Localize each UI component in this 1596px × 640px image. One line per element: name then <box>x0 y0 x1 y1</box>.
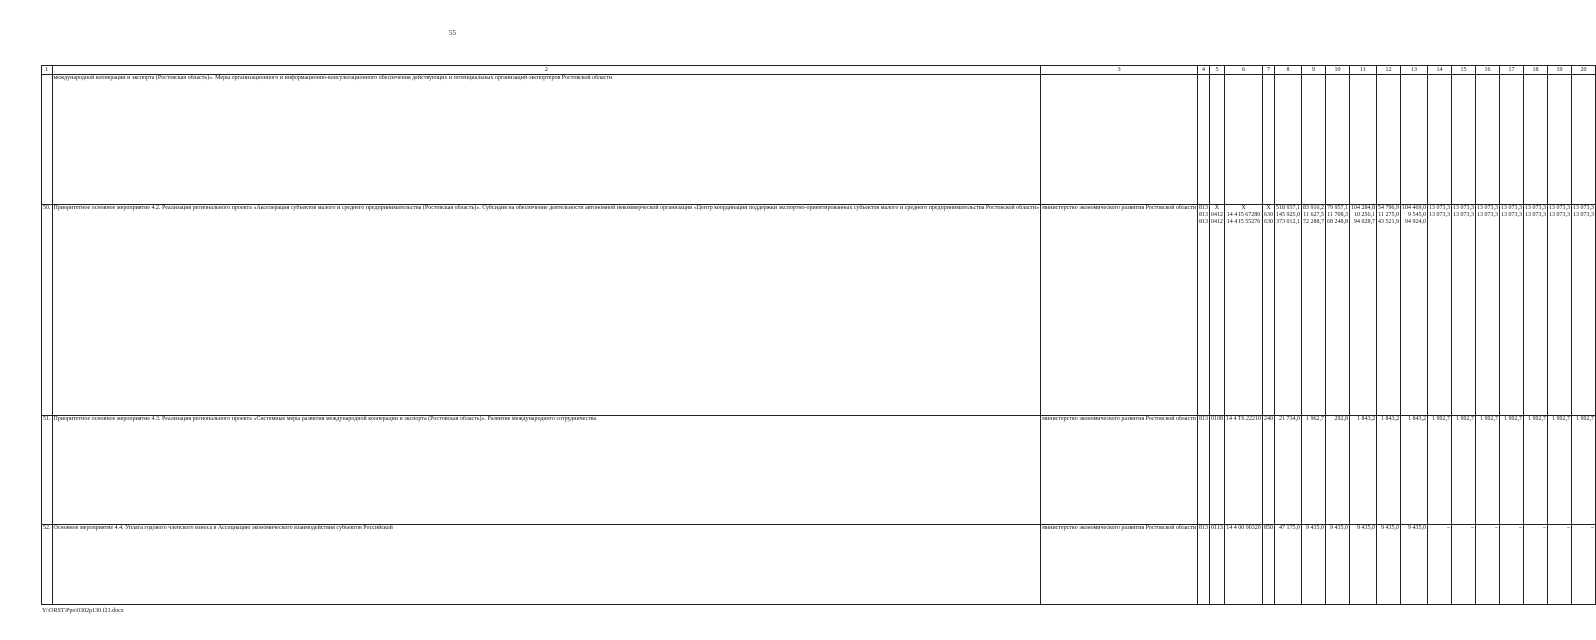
budget-line-value: 14 4 I5 55276 <box>1226 219 1261 226</box>
header-cell: 19 <box>1548 66 1572 75</box>
budget-line-value: 11 708,3 <box>1327 212 1349 219</box>
value-cell: – <box>1476 525 1500 605</box>
budget-line-value: 14 4 I5 67280 <box>1226 212 1261 219</box>
header-cell: 6 <box>1224 66 1262 75</box>
budget-line-value: 11 627,5 <box>1303 212 1325 219</box>
row-number: 51. <box>42 416 53 525</box>
activity-name: Приоритетное основное мероприятие 4.2. Реализация регионального проекта «Акселерация субъектов малого и среднего предпринимательства (Ростовская область)». Субсидия на обеспечение деятельности автономной некоммерческой организации «Центр координации поддержки экспортно-ориентированных субъектов малого и среднего предпринимательства Ростовской области» <box>52 205 1041 416</box>
value-cell: 9 435,0 <box>1302 525 1326 605</box>
budget-line-value: 813 <box>1198 212 1208 219</box>
budget-line-value: 13 073,3 <box>1549 205 1571 211</box>
budget-line-value <box>1477 219 1498 226</box>
table-row <box>42 416 1596 525</box>
header-cell: 7 <box>1263 66 1275 75</box>
value-cell: 9 435,0 <box>1326 525 1350 605</box>
budget-line-value: 79 957,1 <box>1327 205 1349 211</box>
budget-line-value: 68 248,8 <box>1327 219 1349 226</box>
executor: министерство экономического развития Ростовской области <box>1041 525 1198 605</box>
value-cell: 1 992,7 <box>1548 416 1572 525</box>
value-cell: 9 435,0 <box>1401 525 1428 605</box>
budget-line-value: 13 073,3 <box>1573 205 1595 211</box>
budget-line-value: X <box>1266 205 1271 211</box>
value-cell: – <box>1524 525 1548 605</box>
budget-line-value: 13 073,3 <box>1525 205 1547 211</box>
budget-line-value: 13 073,3 <box>1429 212 1451 219</box>
value-cell: 1 843,2 <box>1377 416 1401 525</box>
budget-line-value: 813 <box>1198 205 1208 211</box>
budget-line-value: 104 469,0 <box>1402 205 1427 211</box>
value-cell: 21 734,0 <box>1275 416 1302 525</box>
row-number: 52. <box>42 525 53 605</box>
budget-line-value <box>1549 219 1570 226</box>
table-row <box>42 205 1596 416</box>
value-cell: 1 992,7 <box>1572 416 1596 525</box>
header-cell: 8 <box>1275 66 1302 75</box>
value-cell <box>1428 205 1452 416</box>
value-cell: 9 435,0 <box>1350 525 1377 605</box>
value-cell <box>1350 205 1377 416</box>
activity-name: Основное мероприятие 4.4. Уплата годового членского взноса в Ассоциацию экономического взаимодействия субъектов Российской <box>52 525 1041 605</box>
budget-line-value: 13 073,3 <box>1573 212 1595 219</box>
value-cell: 292,8 <box>1326 416 1350 525</box>
budget-table <box>41 65 1596 605</box>
value-cell <box>1275 205 1302 416</box>
header-cell: 13 <box>1401 66 1428 75</box>
value-cell <box>1476 205 1500 416</box>
budget-line-value: 0412 <box>1210 219 1223 226</box>
budget-line-value <box>1573 219 1594 226</box>
header-row <box>42 66 1596 75</box>
budget-line-value: 518 937,1 <box>1276 205 1301 211</box>
budget-line-value <box>1525 219 1546 226</box>
budget-line-value <box>1453 219 1474 226</box>
header-cell: 17 <box>1500 66 1524 75</box>
header-cell: 20 <box>1572 66 1596 75</box>
header-cell: 2 <box>52 66 1041 75</box>
value-cell <box>1302 205 1326 416</box>
table-row-continuation <box>42 75 1596 205</box>
budget-line-value: 54 796,9 <box>1378 205 1400 211</box>
value-cell: 1 992,7 <box>1476 416 1500 525</box>
budget-line-value: 630 <box>1264 219 1274 226</box>
executor: министерство экономического развития Ростовской области <box>1041 205 1198 416</box>
budget-line-value: 104 284,8 <box>1351 205 1376 211</box>
budget-line-value: 83 916,2 <box>1303 205 1325 211</box>
header-cell: 14 <box>1428 66 1452 75</box>
value-cell <box>1197 205 1209 416</box>
budget-line-value: 11 275,0 <box>1378 212 1400 219</box>
value-cell <box>1209 205 1224 416</box>
value-cell: 1 992,7 <box>1428 416 1452 525</box>
budget-line-value: 145 925,0 <box>1276 212 1301 219</box>
value-cell: – <box>1572 525 1596 605</box>
value-cell: 850 <box>1263 525 1275 605</box>
value-cell <box>1224 205 1262 416</box>
header-cell: 11 <box>1350 66 1377 75</box>
value-cell: – <box>1452 525 1476 605</box>
value-cell: – <box>1548 525 1572 605</box>
value-cell: – <box>1500 525 1524 605</box>
executor: министерство экономического развития Ростовской области <box>1041 416 1198 525</box>
value-cell <box>1326 205 1350 416</box>
value-cell: 1 843,2 <box>1350 416 1377 525</box>
header-cell: 16 <box>1476 66 1500 75</box>
budget-line-value: 94 924,0 <box>1405 219 1427 226</box>
value-cell: 14 4 00 90320 <box>1224 525 1262 605</box>
header-cell: 3 <box>1041 66 1198 75</box>
budget-line-value <box>1429 219 1450 226</box>
value-cell <box>1452 205 1476 416</box>
value-cell: 1 992,7 <box>1452 416 1476 525</box>
header-cell: 9 <box>1302 66 1326 75</box>
budget-line-value: 0412 <box>1210 212 1223 219</box>
value-cell: 14 4 T6 22210 <box>1224 416 1262 525</box>
value-cell <box>1524 205 1548 416</box>
budget-line-value: 9 545,0 <box>1408 212 1427 219</box>
budget-line-value: 10 256,1 <box>1354 212 1376 219</box>
budget-line-value: X <box>1241 205 1246 211</box>
header-cell: 4 <box>1197 66 1209 75</box>
value-cell: 813 <box>1197 525 1209 605</box>
header-cell: 10 <box>1326 66 1350 75</box>
budget-line-value: 13 073,3 <box>1501 212 1523 219</box>
budget-line-value: 13 073,3 <box>1501 205 1523 211</box>
budget-line-value: 13 073,3 <box>1453 212 1475 219</box>
value-cell: – <box>1428 525 1452 605</box>
header-cell: 12 <box>1377 66 1401 75</box>
header-cell: 5 <box>1209 66 1224 75</box>
budget-line-value: 13 073,3 <box>1477 212 1499 219</box>
value-cell <box>1377 205 1401 416</box>
value-cell: 813 <box>1197 416 1209 525</box>
page-number: 55 <box>449 29 456 37</box>
budget-line-value: 13 073,3 <box>1525 212 1547 219</box>
budget-line-value: 373 012,1 <box>1276 219 1301 226</box>
budget-line-value: 630 <box>1264 212 1274 219</box>
activity-name: международной кооперации и экспорта (Ростовская область)». Меры организационного и информационно-консультационного обеспечения действующих и потенциальных организаций-экспортеров Ростовской области <box>52 75 1041 205</box>
value-cell: 1 992,7 <box>1500 416 1524 525</box>
budget-line-value: 13 073,3 <box>1453 205 1475 211</box>
header-cell: 18 <box>1524 66 1548 75</box>
footer-file-path: Y:\ORST\Ppo\0302p130.f21.docx <box>42 608 124 614</box>
value-cell <box>1500 205 1524 416</box>
row-number: 50. <box>42 205 53 416</box>
budget-line-value <box>1501 219 1522 226</box>
value-cell: 0108 <box>1209 416 1224 525</box>
header-cell: 15 <box>1452 66 1476 75</box>
budget-line-value: 13 073,3 <box>1477 205 1499 211</box>
header-cell: 1 <box>42 66 53 75</box>
value-cell <box>1548 205 1572 416</box>
budget-line-value: 13 073,3 <box>1549 212 1571 219</box>
budget-line-value: 813 <box>1198 219 1208 226</box>
value-cell: 0113 <box>1209 525 1224 605</box>
value-cell: 1 962,7 <box>1302 416 1326 525</box>
value-cell <box>1263 205 1275 416</box>
value-cell: 240 <box>1263 416 1275 525</box>
budget-line-value: 13 073,3 <box>1429 205 1451 211</box>
value-cell <box>1572 205 1596 416</box>
budget-line-value: 72 288,7 <box>1303 219 1325 226</box>
table-row <box>42 525 1596 605</box>
value-cell <box>1401 205 1428 416</box>
value-cell: 47 175,0 <box>1275 525 1302 605</box>
value-cell: 1 843,2 <box>1401 416 1428 525</box>
budget-line-value: 43 521,9 <box>1378 219 1400 226</box>
value-cell: 1 992,7 <box>1524 416 1548 525</box>
activity-name: Приоритетное основное мероприятие 4.3. Реализация регионального проекта «Системные меры развития международной кооперации и экспорта (Ростовская область)». Развитие международного сотрудничества <box>52 416 1041 525</box>
value-cell: 9 435,0 <box>1377 525 1401 605</box>
budget-line-value: 94 028,7 <box>1354 219 1376 226</box>
budget-line-value: X <box>1214 205 1220 211</box>
